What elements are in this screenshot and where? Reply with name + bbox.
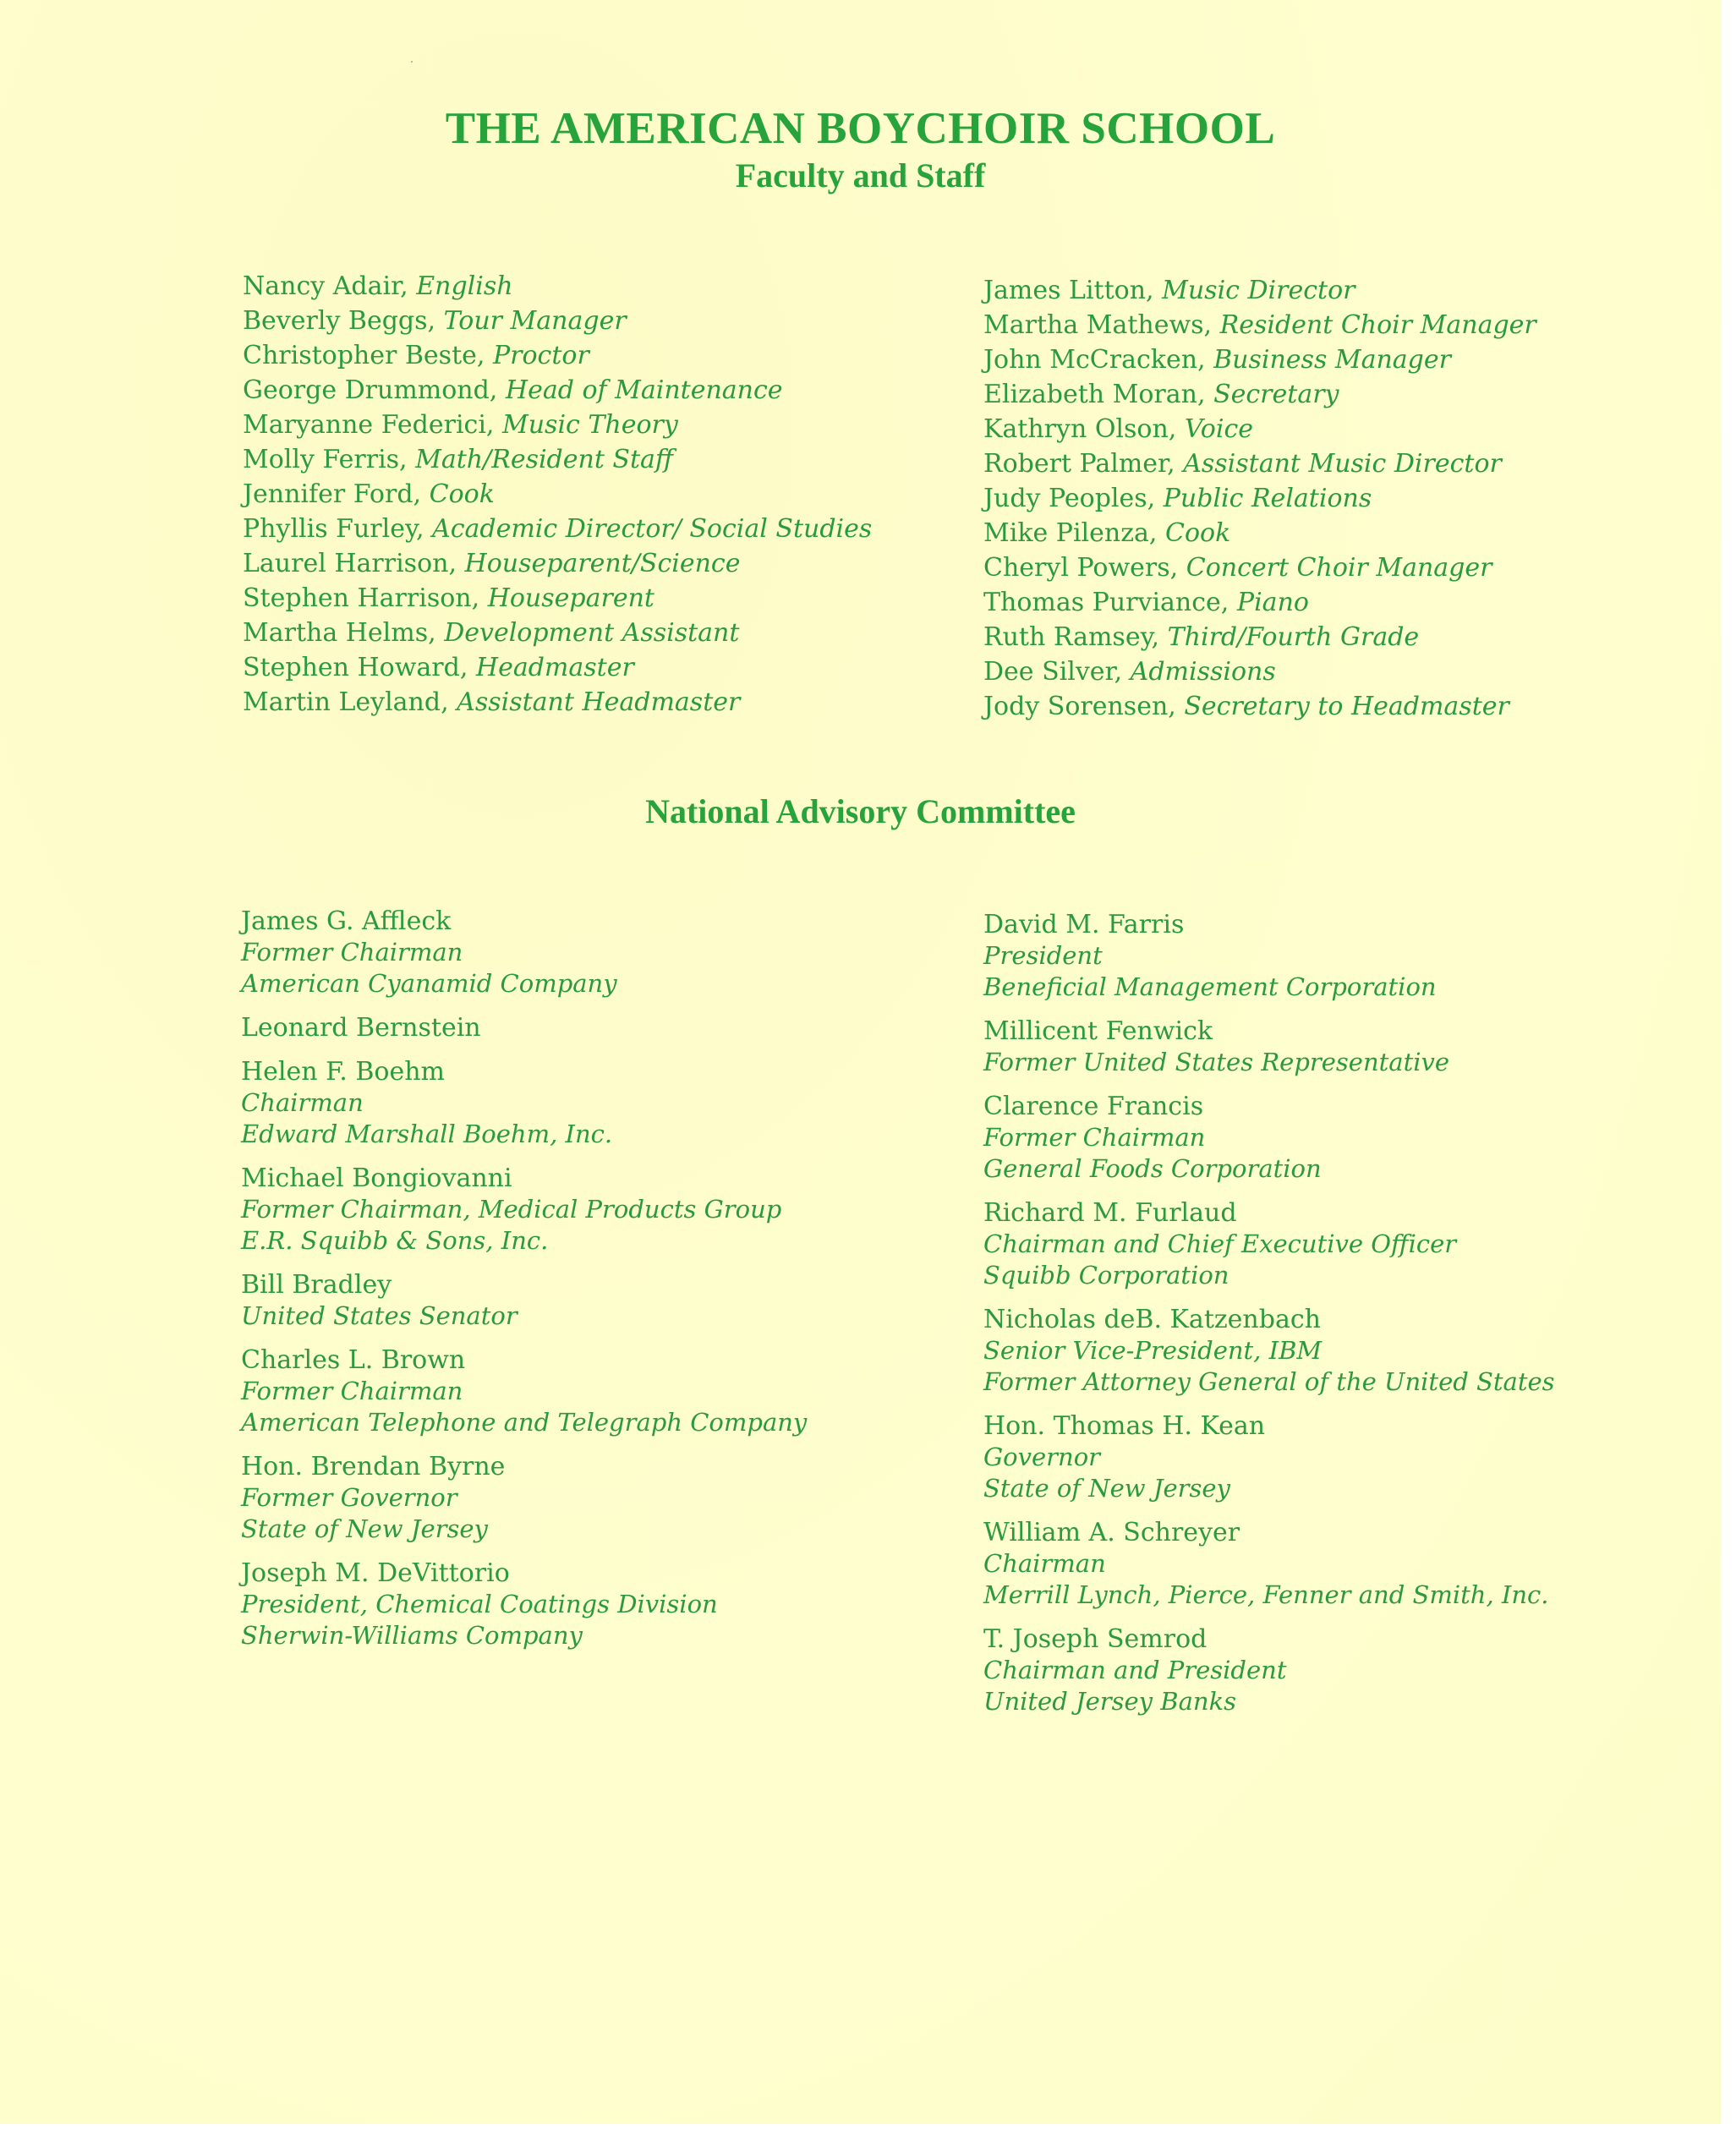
staff-role: Head of Maintenance xyxy=(505,375,783,405)
staff-entry xyxy=(243,373,872,408)
committee-heading: National Advisory Committee xyxy=(645,792,1076,830)
staff-name: Cheryl Powers, xyxy=(983,553,1179,583)
staff-role: Public Relations xyxy=(1163,484,1372,513)
staff-name: Dee Silver, xyxy=(983,657,1123,687)
member-affiliation: President xyxy=(983,941,1103,970)
staff-role: Assistant Headmaster xyxy=(457,687,741,717)
staff-name: Stephen Howard, xyxy=(243,653,468,682)
staff-name: Judy Peoples, xyxy=(983,484,1156,513)
member-affiliation: Merrill Lynch, Pierce, Fenner and Smith, Inc. xyxy=(983,1580,1549,1609)
staff-entry xyxy=(983,342,1536,377)
staff-entry xyxy=(983,516,1536,550)
member-affiliation: Former Chairman xyxy=(241,938,463,966)
staff-entry xyxy=(983,308,1536,342)
member-name: Richard M. Furlaud xyxy=(983,1198,1237,1228)
member-affiliation: American Telephone and Telegraph Company xyxy=(241,1408,808,1437)
member-name: Bill Bradley xyxy=(241,1270,392,1300)
staff-entry xyxy=(243,650,872,685)
staff-role: Cook xyxy=(429,479,495,509)
staff-name: Jody Sorensen, xyxy=(983,692,1176,721)
school-title: THE AMERICAN BOYCHOIR SCHOOL xyxy=(445,104,1276,153)
member-affiliation: Squibb Corporation xyxy=(983,1261,1229,1289)
member-affiliation: State of New Jersey xyxy=(241,1514,488,1543)
staff-entry xyxy=(243,304,872,338)
staff-role: Resident Choir Manager xyxy=(1219,310,1536,340)
staff-entry xyxy=(243,338,872,373)
staff-entry xyxy=(243,685,872,720)
member-affiliation: American Cyanamid Company xyxy=(241,969,617,998)
staff-name: Jennifer Ford, xyxy=(243,479,422,509)
staff-role: Music Director xyxy=(1162,276,1355,305)
staff-role: Voice xyxy=(1184,414,1253,444)
staff-name: Kathryn Olson, xyxy=(983,414,1177,444)
staff-role: Secretary to Headmaster xyxy=(1184,692,1509,721)
committee-list-left xyxy=(241,906,807,1664)
staff-role: Assistant Music Director xyxy=(1183,449,1502,479)
committee-member xyxy=(983,909,1555,1003)
staff-entry xyxy=(983,620,1536,654)
staff-entry xyxy=(983,585,1536,620)
member-name: Joseph M. DeVittorio xyxy=(241,1558,510,1588)
member-name: Hon. Brendan Byrne xyxy=(241,1452,506,1481)
member-affiliation: State of New Jersey xyxy=(983,1474,1230,1503)
staff-role: Secretary xyxy=(1213,380,1339,409)
member-name: T. Joseph Semrod xyxy=(983,1624,1208,1654)
staff-name: Thomas Purviance, xyxy=(983,588,1229,617)
committee-member xyxy=(983,1517,1555,1611)
member-affiliation: Beneficial Management Corporation xyxy=(983,972,1437,1001)
member-affiliation: Former Governor xyxy=(241,1483,457,1512)
member-name: Clarence Francis xyxy=(983,1092,1204,1121)
committee-member xyxy=(241,1558,807,1651)
member-affiliation: Chairman and Chief Executive Officer xyxy=(983,1229,1457,1258)
member-affiliation: Governor xyxy=(983,1443,1101,1471)
committee-member xyxy=(241,1269,807,1332)
staff-role: Proctor xyxy=(492,341,589,370)
staff-role: Headmaster xyxy=(475,653,634,682)
staff-role: Music Theory xyxy=(502,410,678,440)
staff-name: Martin Leyland, xyxy=(243,687,449,717)
staff-entry xyxy=(243,581,872,616)
paper-speck xyxy=(411,61,413,63)
staff-entry xyxy=(983,412,1536,446)
staff-role: Business Manager xyxy=(1213,345,1451,375)
member-name: James G. Affleck xyxy=(241,906,452,936)
member-affiliation: President, Chemical Coatings Division xyxy=(241,1590,718,1618)
member-affiliation: General Foods Corporation xyxy=(983,1154,1322,1183)
staff-entry xyxy=(243,408,872,442)
staff-entry xyxy=(243,442,872,477)
staff-name: Martha Helms, xyxy=(243,618,436,648)
staff-role: Third/Fourth Grade xyxy=(1167,622,1420,652)
member-affiliation: Former Chairman xyxy=(241,1377,463,1405)
member-affiliation: Chairman xyxy=(241,1088,364,1117)
committee-member xyxy=(983,1091,1555,1185)
staff-role: English xyxy=(416,271,513,301)
staff-role: Piano xyxy=(1236,588,1309,617)
member-affiliation: Former United States Representative xyxy=(983,1048,1450,1076)
staff-entry xyxy=(243,546,872,581)
staff-entry xyxy=(243,269,872,304)
staff-name: Phyllis Furley, xyxy=(243,514,424,544)
staff-name: Christopher Beste, xyxy=(243,341,485,370)
staff-name: Martha Mathews, xyxy=(983,310,1213,340)
staff-name: Mike Pilenza, xyxy=(983,518,1158,548)
member-affiliation: Edward Marshall Boehm, Inc. xyxy=(241,1120,613,1148)
member-affiliation: Senior Vice-President, IBM xyxy=(983,1336,1323,1365)
staff-entry xyxy=(983,550,1536,585)
committee-member xyxy=(983,1304,1555,1398)
member-name: Charles L. Brown xyxy=(241,1345,466,1375)
committee-member xyxy=(241,1012,807,1043)
faculty-list-left xyxy=(243,269,872,720)
staff-role: Tour Manager xyxy=(443,306,627,336)
staff-role: Concert Choir Manager xyxy=(1186,553,1492,583)
member-affiliation: Sherwin-Williams Company xyxy=(241,1621,583,1650)
staff-entry xyxy=(983,446,1536,481)
member-affiliation: United States Senator xyxy=(241,1301,518,1330)
staff-role: Math/Resident Staff xyxy=(415,445,674,474)
committee-member xyxy=(241,1451,807,1545)
faculty-list-right xyxy=(983,273,1536,724)
member-affiliation: Chairman and President xyxy=(983,1656,1287,1684)
faculty-heading: Faculty and Staff xyxy=(735,156,986,194)
member-affiliation: Former Chairman, Medical Products Group xyxy=(241,1195,782,1224)
staff-role: Houseparent xyxy=(487,583,654,613)
committee-list-right xyxy=(983,909,1555,1730)
committee-member xyxy=(241,1163,807,1257)
staff-name: Elizabeth Moran, xyxy=(983,380,1206,409)
staff-entry xyxy=(983,273,1536,308)
member-name: Helen F. Boehm xyxy=(241,1057,445,1087)
staff-role: Academic Director/ Social Studies xyxy=(432,514,873,544)
staff-role: Cook xyxy=(1165,518,1231,548)
staff-entry xyxy=(243,477,872,512)
staff-name: Maryanne Federici, xyxy=(243,410,495,440)
staff-name: Stephen Harrison, xyxy=(243,583,480,613)
staff-name: Laurel Harrison, xyxy=(243,549,457,578)
staff-role: Development Assistant xyxy=(444,618,740,648)
member-affiliation: E.R. Squibb & Sons, Inc. xyxy=(241,1226,549,1255)
member-name: Nicholas deB. Katzenbach xyxy=(983,1305,1321,1334)
committee-member xyxy=(983,1410,1555,1504)
staff-name: James Litton, xyxy=(983,276,1154,305)
committee-member xyxy=(983,1624,1555,1717)
committee-member xyxy=(983,1197,1555,1291)
staff-name: Ruth Ramsey, xyxy=(983,622,1160,652)
staff-name: Beverly Beggs, xyxy=(243,306,436,336)
staff-name: George Drummond, xyxy=(243,375,498,405)
staff-entry xyxy=(983,654,1536,689)
staff-role: Admissions xyxy=(1130,657,1276,687)
member-name: Michael Bongiovanni xyxy=(241,1164,512,1193)
staff-name: John McCracken, xyxy=(983,345,1206,375)
staff-entry xyxy=(983,377,1536,412)
staff-entry xyxy=(983,481,1536,516)
committee-member xyxy=(241,906,807,999)
staff-name: Molly Ferris, xyxy=(243,445,408,474)
staff-entry xyxy=(243,512,872,546)
member-affiliation: United Jersey Banks xyxy=(983,1687,1237,1716)
member-name: William A. Schreyer xyxy=(983,1518,1240,1547)
staff-name: Nancy Adair, xyxy=(243,271,408,301)
staff-entry xyxy=(983,689,1536,724)
member-name: David M. Farris xyxy=(983,910,1185,939)
member-name: Hon. Thomas H. Kean xyxy=(983,1411,1266,1441)
staff-name: Robert Palmer, xyxy=(983,449,1175,479)
member-affiliation: Former Attorney General of the United States xyxy=(983,1367,1555,1396)
committee-member xyxy=(983,1016,1555,1078)
staff-role: Houseparent/Science xyxy=(464,549,741,578)
member-affiliation: Chairman xyxy=(983,1549,1106,1578)
member-affiliation: Former Chairman xyxy=(983,1123,1206,1152)
member-name: Millicent Fenwick xyxy=(983,1016,1213,1046)
member-name: Leonard Bernstein xyxy=(241,1013,481,1043)
staff-entry xyxy=(243,616,872,650)
committee-member xyxy=(241,1344,807,1438)
committee-member xyxy=(241,1056,807,1150)
